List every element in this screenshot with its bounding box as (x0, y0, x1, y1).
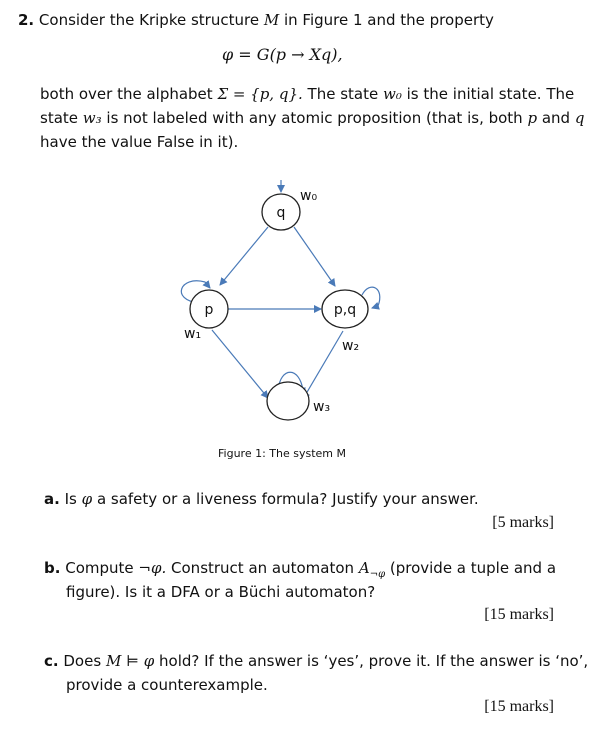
part-b-text-c: (provide a tuple and a (389, 559, 557, 577)
intro-text-after: in Figure 1 and the property (283, 11, 494, 29)
edge-w0-w2 (294, 227, 335, 286)
part-b-text-b: Construct an automaton (171, 559, 355, 577)
state-w2-name: w₂ (342, 338, 360, 354)
prop-p-symbol: p (527, 109, 538, 127)
alphabet-formula: Σ = {p, q}. (217, 85, 303, 103)
part-a-label: a. (44, 490, 60, 508)
part-a-marks: [5 marks] (492, 514, 554, 531)
structure-symbol: M (263, 11, 280, 29)
alphabet-text-a: both over the alphabet (40, 85, 213, 103)
state-w2-label: p,q (333, 302, 357, 318)
state-text-b: is not labeled with any atomic proposition (that is, both (106, 109, 523, 127)
state-text-a: state (40, 109, 78, 127)
part-c-marks: [15 marks] (484, 698, 554, 715)
part-c-line-2: provide a counterexample. (66, 676, 268, 694)
part-b-text-a: Compute (65, 559, 134, 577)
state-w1-name: w₁ (184, 326, 202, 342)
part-a-phi: φ (81, 490, 93, 508)
part-b-neg-phi: ¬φ. (138, 559, 167, 577)
part-a (44, 487, 479, 512)
state-w1-label: p (204, 302, 214, 318)
part-c-text-a: Does (63, 652, 102, 670)
state-w0-label: q (276, 205, 286, 221)
intro-text-before: Consider the Kripke structure (38, 11, 260, 29)
state-w3-symbol: w₃ (82, 109, 102, 127)
state-w3-node (267, 382, 309, 420)
state-w0-name: w₀ (300, 188, 318, 204)
edge-w1-w3 (212, 330, 268, 398)
question-line-false: have the value False in it). (40, 133, 239, 151)
alphabet-text-b: The state (307, 85, 379, 103)
initial-state-symbol: w₀ (383, 85, 402, 103)
property-formula: φ = G(p → Xq), (222, 45, 343, 64)
part-c-models: M ⊨ φ (105, 652, 155, 670)
part-c-text-b: hold? If the answer is ‘yes’, prove it. If the answer is ‘no’, (159, 652, 589, 670)
state-text-c: and (541, 109, 571, 127)
part-c-label: c. (44, 652, 59, 670)
edge-w2-w3 (303, 331, 343, 399)
part-b-marks: [15 marks] (484, 606, 554, 623)
edge-w0-w1 (220, 227, 268, 285)
part-b-label: b. (44, 559, 61, 577)
figure-caption: Figure 1: The system M (218, 447, 346, 460)
part-c-line-1 (44, 649, 588, 674)
question-number: 2. (18, 11, 35, 29)
part-b-line-2: figure). Is it a DFA or a Büchi automaton? (66, 583, 376, 601)
part-a-text-a: Is (64, 490, 77, 508)
part-b-automaton: $A_{\neg\varphi}$ (358, 559, 386, 580)
prop-q-symbol: q (574, 109, 585, 127)
part-a-text-b: a safety or a liveness formula? Justify your answer. (96, 490, 479, 508)
state-w3-name: w₃ (313, 399, 331, 415)
alphabet-text-c: is the initial state. The (406, 85, 575, 103)
